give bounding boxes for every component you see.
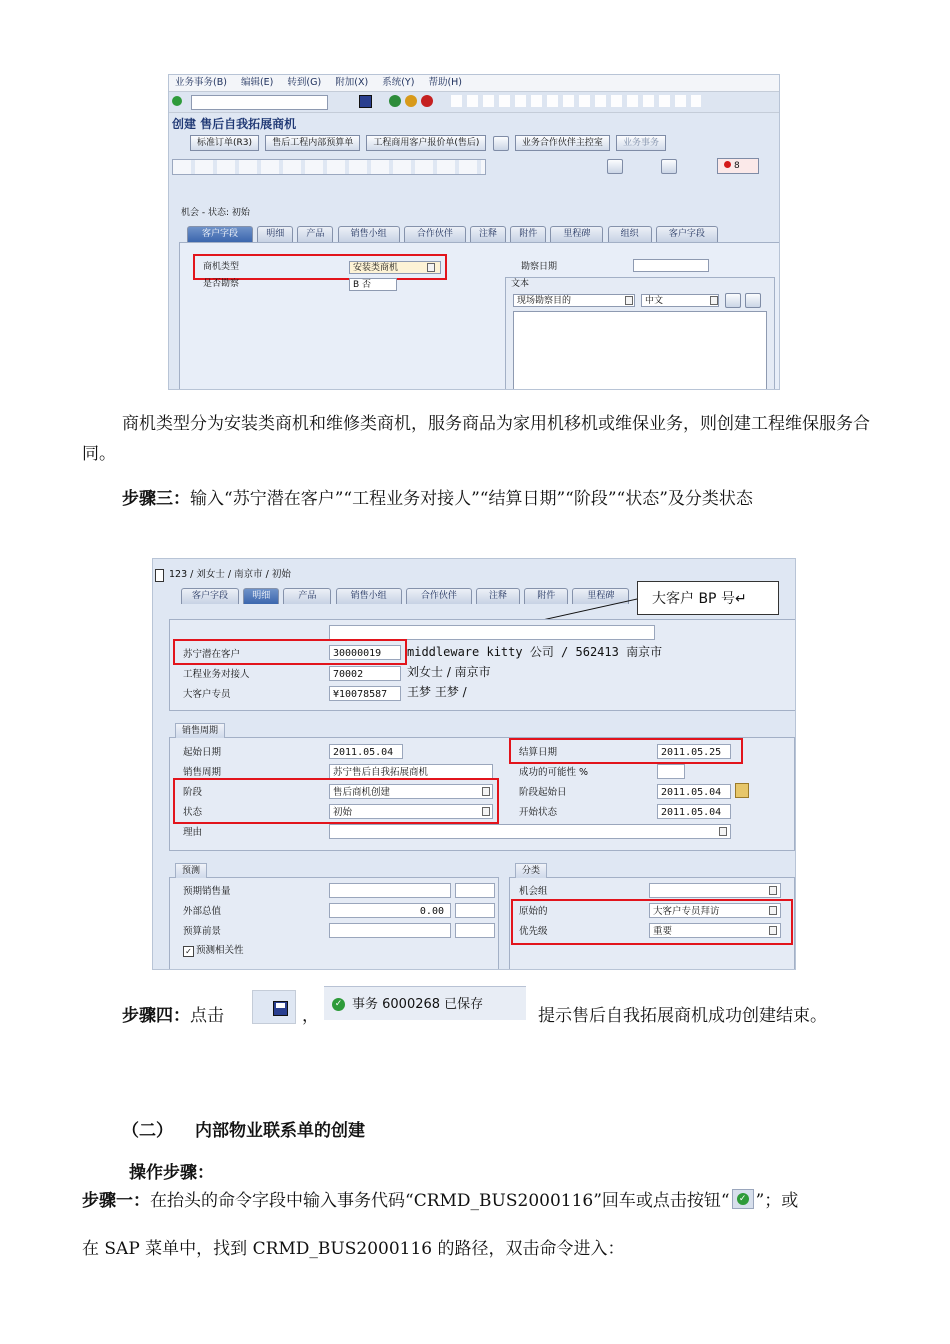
cycle-field[interactable]: 苏宁售后自我拓展商机 xyxy=(329,764,493,779)
total-value-field[interactable] xyxy=(329,903,451,918)
delete-icon[interactable] xyxy=(745,293,761,308)
origin-field[interactable]: 大客户专员拜访 xyxy=(649,903,781,918)
opp-type-field[interactable]: 安装类商机 xyxy=(349,261,441,274)
navigate-icon[interactable] xyxy=(661,159,677,174)
red-dot-icon xyxy=(724,161,731,168)
tab-customer-fields-2[interactable]: 客户字段 xyxy=(656,226,718,242)
calendar-icon[interactable] xyxy=(735,783,749,798)
step-three xyxy=(82,484,872,514)
internal-budget-button[interactable]: 售后工程内部预算单 xyxy=(265,135,360,151)
opp-group-field[interactable] xyxy=(649,883,781,898)
survey-label: 是否勘察 xyxy=(203,279,240,289)
save-button-image xyxy=(252,990,296,1024)
sap-standard-toolbar xyxy=(169,92,779,113)
step-text: 输入“苏宁潜在客户”“工程业务对接人”“结算日期”“阶段”“状态”及分类状态 xyxy=(190,489,753,509)
operation-steps-heading: 操作步骤： xyxy=(129,1163,214,1183)
survey-date-field[interactable] xyxy=(633,259,709,272)
highlight-prospect xyxy=(173,639,407,665)
save-icon-label xyxy=(276,1003,285,1008)
standard-order-button[interactable]: 标准订单(R3) xyxy=(190,135,259,151)
menu-item-edit[interactable]: 编辑(E) xyxy=(240,77,274,88)
status-label: 状态 xyxy=(183,807,203,818)
key-account-field[interactable]: ¥10078587 xyxy=(329,686,401,701)
reason-label: 理由 xyxy=(183,827,203,838)
fullscreen-icon[interactable] xyxy=(607,159,623,174)
toolbar-icons-group[interactable] xyxy=(451,95,701,107)
tab-organization[interactable]: 组织 xyxy=(608,226,652,242)
exit-icon[interactable] xyxy=(405,95,417,107)
tab-customer-fields[interactable]: 客户字段 xyxy=(187,226,253,242)
highlight-phase-status xyxy=(173,778,499,824)
action-icons-left[interactable] xyxy=(172,159,486,175)
forecast-relevant-label: 预测相关性 xyxy=(196,945,244,956)
menu-item-system[interactable]: 系统(Y) xyxy=(382,77,415,88)
commercial-quote-button[interactable]: 工程商用客户报价单(售后) xyxy=(366,135,486,151)
success-check-icon: ✓ xyxy=(332,998,345,1011)
tab-details[interactable]: 明细 xyxy=(243,588,279,604)
action-toolbar xyxy=(169,155,779,183)
step-text-click: 点击 xyxy=(190,1006,224,1026)
checkbox-checked-icon[interactable]: ✓ xyxy=(183,946,194,957)
phase-field[interactable]: 售后商机创建 xyxy=(329,784,493,799)
highlight-settle-date xyxy=(509,738,743,764)
step-label: 步骤一： xyxy=(82,1191,150,1211)
step-one-line1 xyxy=(82,1186,798,1216)
contact-description: 刘女士 / 南京市 xyxy=(407,665,491,679)
callout-text: 大客户 BP 号↵ xyxy=(652,591,747,607)
settle-date-field[interactable]: 2011.05.25 xyxy=(657,744,731,759)
saved-status-bar xyxy=(324,986,526,1020)
tab-notes[interactable]: 注释 xyxy=(470,226,506,242)
text-label: 文本 xyxy=(511,279,530,289)
origin-label: 原始的 xyxy=(519,906,548,917)
paragraph-opp-types xyxy=(82,409,872,469)
enter-check-icon: ✓ xyxy=(732,1189,754,1209)
start-status-field[interactable]: 2011.05.04 xyxy=(657,804,731,819)
expected-sales-unit-field[interactable] xyxy=(455,883,495,898)
currency-field[interactable] xyxy=(455,903,495,918)
total-value-label: 外部总值 xyxy=(183,906,222,917)
step-label: 步骤三： xyxy=(122,489,190,509)
expected-sales-field[interactable] xyxy=(329,883,451,898)
tab-partners[interactable]: 合作伙伴 xyxy=(406,588,472,604)
cancel-icon[interactable] xyxy=(421,95,433,107)
menu-item-transaction[interactable]: 业务事务(B) xyxy=(175,77,227,88)
folder-icon[interactable] xyxy=(493,136,509,151)
start-status-label: 开始状态 xyxy=(519,807,558,818)
text-type-field[interactable]: 现场勘察目的 xyxy=(513,294,635,307)
text-language-field[interactable]: 中文 xyxy=(641,294,719,307)
phase-label: 阶段 xyxy=(183,787,203,798)
search-icon[interactable] xyxy=(725,293,741,308)
sales-cycle-title: 销售周期 xyxy=(175,723,225,738)
tab-products[interactable]: 产品 xyxy=(283,588,331,604)
status-message: 事务 6000268 已保存 xyxy=(352,997,484,1012)
classification-title: 分类 xyxy=(515,863,547,878)
sap-screenshot-details-tab xyxy=(152,558,796,970)
start-date-field[interactable]: 2011.05.04 xyxy=(329,744,403,759)
total-value: 0.00 xyxy=(419,906,444,917)
phase-start-field[interactable]: 2011.05.04 xyxy=(657,784,731,799)
status-lamp-button[interactable] xyxy=(717,158,759,174)
budget-field[interactable] xyxy=(329,923,451,938)
sap-menubar xyxy=(169,75,779,92)
paragraph-text: 商机类型分为安装类商机和维修类商机，服务商品为家用机移机或维保业务，则创建工程维保服务合同。 xyxy=(82,414,870,464)
probability-field[interactable] xyxy=(657,764,685,779)
dropdown-icon[interactable] xyxy=(710,296,718,305)
section-two-heading xyxy=(122,1116,365,1146)
tab-sales-team[interactable]: 销售小组 xyxy=(338,226,400,242)
dropdown-icon[interactable] xyxy=(769,886,777,895)
status-count: 8 xyxy=(734,161,740,171)
dropdown-icon[interactable] xyxy=(625,296,633,305)
tab-notes[interactable]: 注释 xyxy=(476,588,520,604)
probability-label: 成功的可能性 % xyxy=(519,767,589,778)
step-four-label xyxy=(122,1001,224,1031)
section-title: 内部物业联系单的创建 xyxy=(195,1121,365,1141)
reason-field[interactable] xyxy=(329,824,731,839)
dropdown-icon[interactable] xyxy=(719,827,727,836)
budget-unit-field[interactable] xyxy=(455,923,495,938)
sap-screenshot-create-opportunity xyxy=(168,74,780,390)
cycle-label: 销售周期 xyxy=(183,767,222,778)
bp-cockpit-button[interactable]: 业务合作伙伴主控室 xyxy=(515,135,610,151)
menu-item-extras[interactable]: 附加(X) xyxy=(335,77,369,88)
key-account-label: 大客户专员 xyxy=(183,689,231,700)
step-four-result: 提示售后自我拓展商机成功创建结束。 xyxy=(538,1006,827,1026)
status-field[interactable]: 初始 xyxy=(329,804,493,819)
survey-field[interactable]: B 否 xyxy=(349,278,397,291)
step-four-comma: ， xyxy=(302,1006,319,1026)
tab-products[interactable]: 产品 xyxy=(297,226,333,242)
contact-field[interactable]: 70002 xyxy=(329,666,401,681)
back-icon[interactable] xyxy=(389,95,401,107)
command-field[interactable] xyxy=(191,95,328,110)
text-editor[interactable] xyxy=(513,311,767,390)
menu-item-goto[interactable]: 转到(G) xyxy=(287,77,322,88)
opportunity-status-line: 机会 - 状态: 初始 xyxy=(181,208,250,218)
step-text: 在抬头的命令字段中输入事务代码“CRMD_BUS2000116”回车或点击按钮“ xyxy=(150,1191,730,1211)
settle-date-label: 结算日期 xyxy=(519,747,558,758)
tab-partners[interactable]: 合作伙伴 xyxy=(404,226,466,242)
prospect-label: 苏宁潜在客户 xyxy=(183,649,241,660)
budget-label: 预算前景 xyxy=(183,926,222,937)
contact-label: 工程业务对接人 xyxy=(183,669,250,680)
tab-sales-team[interactable]: 销售小组 xyxy=(336,588,402,604)
step-label: 步骤四： xyxy=(122,1006,190,1026)
tab-details[interactable]: 明细 xyxy=(257,226,293,242)
survey-date-label: 勘察日期 xyxy=(521,262,558,272)
prospect-field[interactable]: 30000019 xyxy=(329,645,401,660)
tab-milestones[interactable]: 里程碑 xyxy=(572,588,629,604)
business-transaction-button[interactable]: 业务事务 xyxy=(616,135,666,151)
save-icon[interactable] xyxy=(359,95,372,108)
priority-label: 优先级 xyxy=(519,926,548,937)
tab-milestones[interactable]: 里程碑 xyxy=(550,226,603,242)
opp-group-label: 机会组 xyxy=(519,886,548,897)
application-toolbar xyxy=(169,135,779,155)
start-date-label: 起始日期 xyxy=(183,747,222,758)
menu-item-help[interactable]: 帮助(H) xyxy=(428,77,462,88)
highlight-opp-type xyxy=(193,254,447,280)
step-text-tail: ”；或 xyxy=(755,1191,799,1211)
expected-sales-label: 预期销售量 xyxy=(183,886,231,897)
header-line: 123 / 刘女士 / 南京市 / 初始 xyxy=(169,569,291,580)
phase-start-label: 阶段起始日 xyxy=(519,787,567,798)
prospect-description: middleware kitty 公司 / 562413 南京市 xyxy=(407,645,663,659)
page-title: 创建 售后自我拓展商机 xyxy=(172,117,297,131)
step-one-line2: 在 SAP 菜单中，找到 CRMD_BUS2000116 的路径，双击命令进入： xyxy=(82,1239,625,1259)
priority-field[interactable]: 重要 xyxy=(649,923,781,938)
tab-attachments[interactable]: 附件 xyxy=(524,588,568,604)
forecast-title: 预测 xyxy=(175,863,207,878)
opp-type-label: 商机类型 xyxy=(203,262,240,272)
key-account-description: 王梦 王梦 / xyxy=(407,685,467,699)
tab-attachments[interactable]: 附件 xyxy=(510,226,546,242)
tab-strip xyxy=(187,226,719,242)
highlight-classification xyxy=(511,899,793,945)
tab-customer-fields[interactable]: 客户字段 xyxy=(181,588,239,604)
section-number: （二） xyxy=(122,1121,173,1141)
check-icon[interactable] xyxy=(172,96,182,106)
blank-field[interactable] xyxy=(329,625,655,640)
